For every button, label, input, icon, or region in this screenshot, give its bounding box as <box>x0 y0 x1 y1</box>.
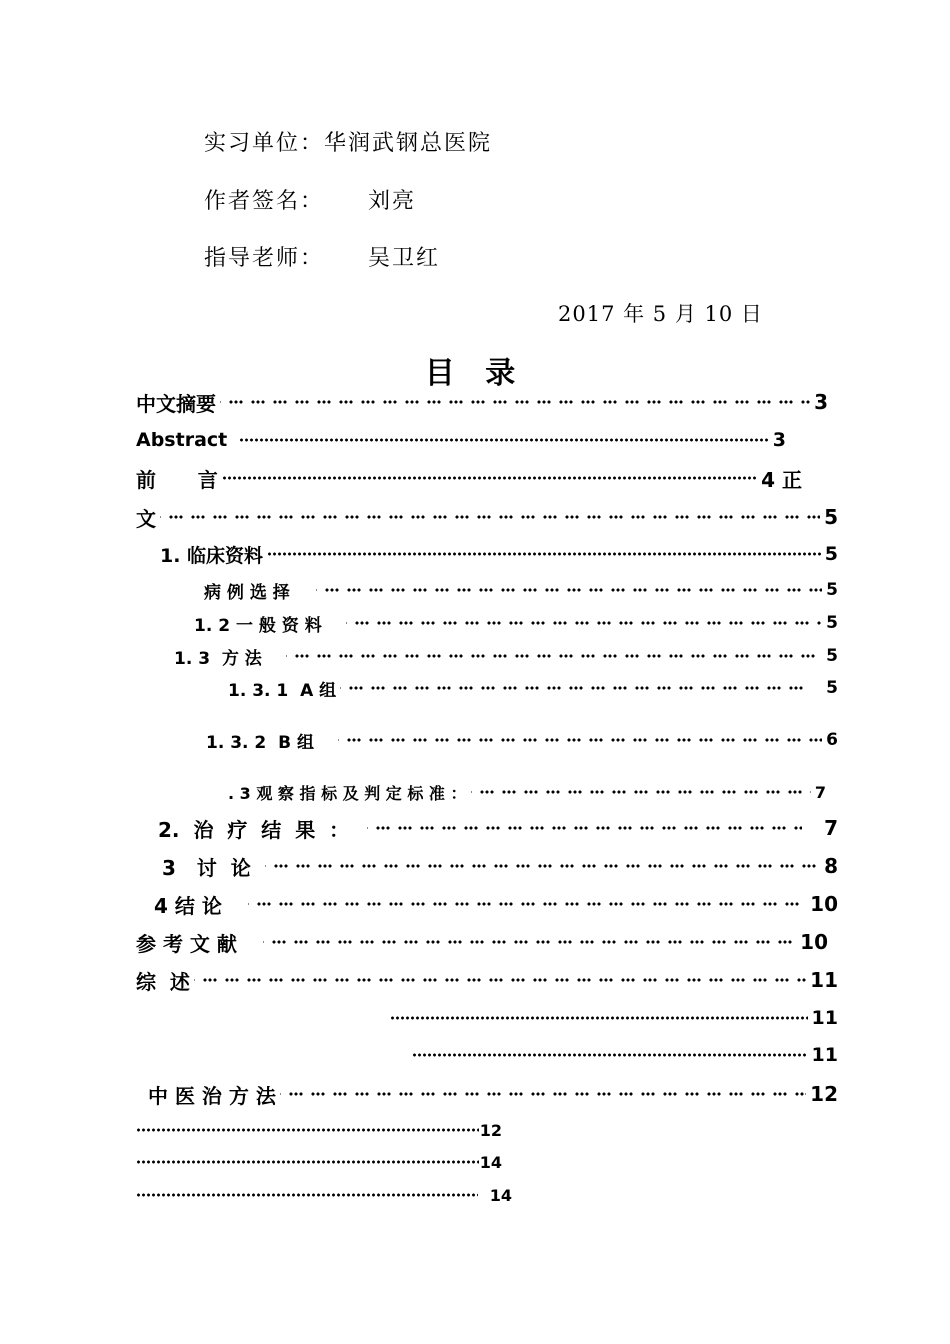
toc-entry-label: 参 考 文 献 <box>136 931 237 955</box>
toc-entry[interactable] <box>136 1185 512 1205</box>
toc-leader <box>390 1016 808 1020</box>
toc-leader <box>248 902 806 906</box>
toc-entry-label: 4 结 论 <box>154 893 222 917</box>
toc-entry-label: 2. 治 疗 结 果 ： <box>158 817 350 841</box>
toc-leader <box>286 654 822 658</box>
toc-entry[interactable] <box>136 504 838 530</box>
toc-entry-label: 1. 临床资料 <box>160 544 264 566</box>
toc-entry[interactable] <box>136 929 828 955</box>
toc-leader <box>136 1160 479 1164</box>
toc-entry[interactable] <box>136 967 838 993</box>
toc-entry-page: 5 <box>824 505 838 529</box>
toc-entry-page: 14 <box>489 1185 512 1205</box>
toc-entry-page: 6 <box>826 730 838 750</box>
toc-entry-page: 3 <box>814 390 828 414</box>
toc-entry[interactable] <box>204 579 838 601</box>
toc-entry[interactable] <box>174 645 838 667</box>
author-name: 刘亮 <box>368 189 417 214</box>
toc-entry-page: 12 <box>810 1082 838 1106</box>
toc-leader <box>194 978 806 982</box>
toc-leader <box>412 1053 808 1057</box>
toc-leader <box>220 400 810 404</box>
internship-unit-line <box>204 126 492 157</box>
advisor-label: 指导老师： <box>204 246 325 271</box>
toc-entry-label: 1. 2 一 般 资 料 <box>194 615 322 634</box>
toc-leader <box>367 826 802 830</box>
toc-entry-page: 7 <box>814 782 826 802</box>
toc-entry-label: 病 例 选 择 <box>204 582 290 601</box>
toc-leader <box>263 940 796 944</box>
toc-entry[interactable] <box>154 891 838 917</box>
toc-entry-page: 10 <box>810 892 838 916</box>
toc-leader <box>160 515 820 519</box>
toc-entry[interactable] <box>228 781 826 803</box>
toc-entry[interactable] <box>412 1043 838 1067</box>
toc-leader <box>267 552 821 556</box>
toc-entry-page: 11 <box>811 1044 838 1066</box>
toc-entry-label: 1. 3 方 法 <box>174 648 262 667</box>
toc-entry-label: 3 讨 论 <box>162 855 251 879</box>
toc-entry-page: 7 <box>824 816 838 840</box>
toc-entry-page: 11 <box>810 968 838 992</box>
toc-entry-page: 14 <box>479 1152 502 1172</box>
toc-entry[interactable] <box>136 428 786 452</box>
toc-entry[interactable] <box>148 1081 838 1107</box>
toc-leader <box>471 790 811 794</box>
internship-unit-label: 实习单位： <box>204 131 325 156</box>
toc-entry[interactable] <box>136 1120 502 1140</box>
toc-entry-page: 11 <box>811 1007 838 1029</box>
toc-entry-label: 1. 3. 1 A 组 <box>228 680 337 699</box>
toc-entry-page: 5 <box>826 580 838 600</box>
toc-leader <box>280 1092 806 1096</box>
toc-entry[interactable] <box>228 677 838 699</box>
toc-entry-page: 12 <box>479 1120 502 1140</box>
toc-title: 目 录 <box>424 356 526 391</box>
toc-entry-page: 10 <box>800 930 828 954</box>
toc-entry[interactable] <box>162 853 838 879</box>
toc-entry[interactable] <box>206 729 838 751</box>
toc-entry-label: 1. 3. 2 B 组 <box>206 732 314 751</box>
toc-entry[interactable] <box>390 1006 838 1030</box>
toc-entry-page: 5 <box>826 678 838 698</box>
toc-entry-label: 中文摘要 <box>136 391 216 414</box>
toc-leader <box>346 621 822 625</box>
toc-entry-page: 8 <box>824 854 838 878</box>
submission-date: 2017 年 5 月 10 日 <box>558 302 763 326</box>
toc-leader <box>338 738 822 742</box>
toc-entry-label: . 3 观 察 指 标 及 判 定 标 准 ： <box>228 783 467 803</box>
toc-entry-label: 中 医 治 方 法 <box>148 1083 276 1107</box>
toc-leader <box>136 1193 478 1197</box>
toc-leader <box>222 476 757 480</box>
toc-entry[interactable] <box>136 390 828 414</box>
toc-leader <box>239 438 769 442</box>
toc-leader <box>340 686 806 690</box>
toc-leader <box>136 1128 479 1132</box>
toc-entry-label: 综 述 <box>136 969 190 993</box>
toc-entry-page: 5 <box>826 613 838 633</box>
toc-entry[interactable] <box>136 465 802 491</box>
toc-entry[interactable] <box>158 815 838 841</box>
toc-entry-page: 4 正 <box>761 467 802 491</box>
toc-entry-label: 前 言 <box>136 467 218 491</box>
advisor-line <box>204 241 324 272</box>
author-label: 作者签名： <box>204 189 325 214</box>
toc-entry-label: Abstract <box>136 429 228 451</box>
toc-entry-label: 文 <box>136 506 156 530</box>
toc-entry[interactable] <box>194 612 838 634</box>
toc-leader <box>316 588 822 592</box>
toc-entry-page: 3 <box>772 429 786 451</box>
toc-leader <box>265 864 820 868</box>
toc-entry-page: 5 <box>824 543 838 565</box>
toc-entry[interactable] <box>160 542 838 566</box>
toc-entry-page: 5 <box>826 646 838 666</box>
toc-entry[interactable] <box>136 1152 502 1172</box>
author-signature-line <box>204 184 324 215</box>
advisor-name: 吴卫红 <box>368 246 441 271</box>
internship-unit-value: 华润武钢总医院 <box>324 131 493 156</box>
